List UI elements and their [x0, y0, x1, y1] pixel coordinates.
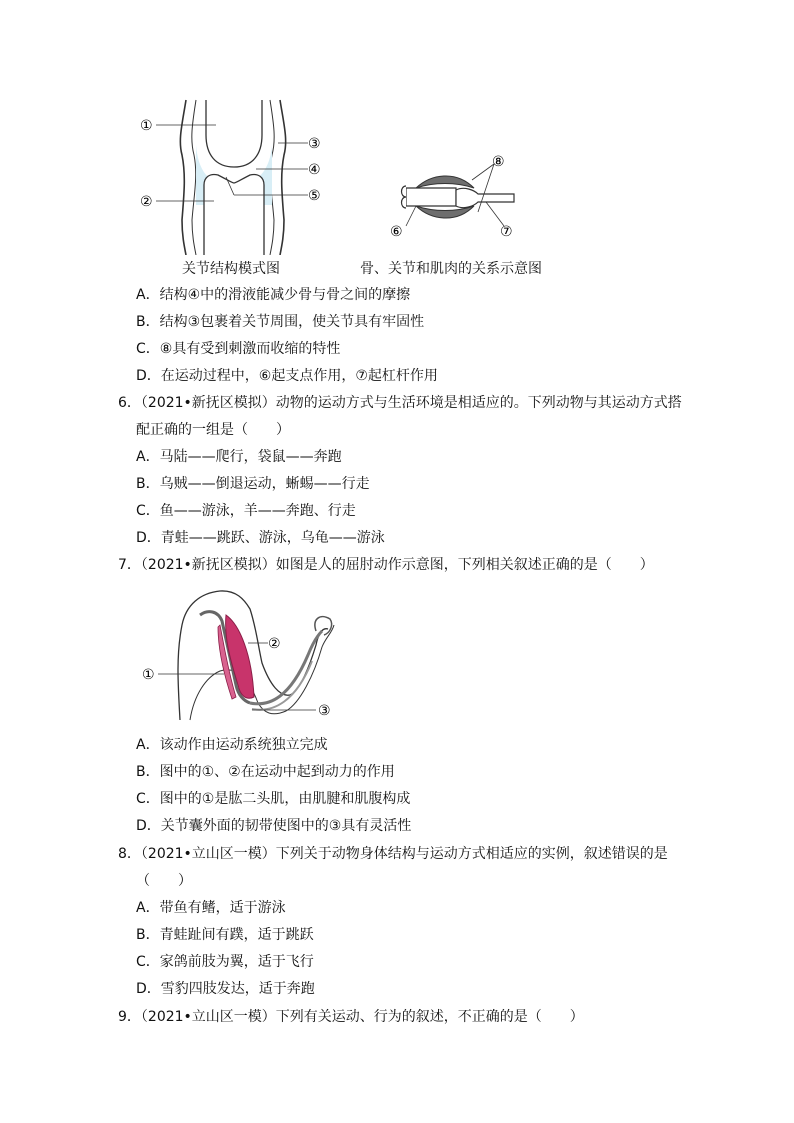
- q8-option-d[interactable]: D．雪豹四肢发达，适于奔跑: [136, 981, 315, 997]
- q6-stem-line2: 配正确的一组是（ ）: [136, 422, 290, 438]
- q7-option-c[interactable]: C．图中的①是肱二头肌，由肌腱和肌腹构成: [136, 791, 411, 807]
- q8-option-c[interactable]: C．家鸽前肢为翼，适于飞行: [136, 954, 314, 970]
- q8-option-b[interactable]: B．青蛙趾间有蹼，适于跳跃: [136, 927, 314, 943]
- fig2-caption: 骨、关节和肌肉的关系示意图: [360, 261, 542, 277]
- q7-stem: 7．（2021•新抚区模拟）如图是人的屈肘动作示意图，下列相关叙述正确的是（ ）: [118, 557, 654, 573]
- q6-option-b[interactable]: B．乌贼——倒退运动，蜥蜴——行走: [136, 476, 370, 492]
- q9-stem: 9．（2021•立山区一模）下列有关运动、行为的叙述，不正确的是（ ）: [118, 1009, 584, 1025]
- fig2-label-7: ⑦: [500, 224, 513, 240]
- q7-option-a[interactable]: A．该动作由运动系统独立完成: [136, 737, 328, 753]
- q8-stem-line2: （ ）: [136, 873, 192, 889]
- q6-option-d[interactable]: D．青蛙——跳跃、游泳，乌龟——游泳: [136, 530, 385, 546]
- q7-option-d[interactable]: D．关节囊外面的韧带使图中的③具有灵活性: [136, 818, 412, 834]
- fig2-label-6: ⑥: [390, 224, 403, 240]
- fig3-label-3: ③: [318, 703, 331, 719]
- joint-structure-figure: [138, 95, 338, 255]
- fig1-caption: 关节结构模式图: [182, 261, 280, 277]
- q6-stem-line1: 6．（2021•新抚区模拟）动物的运动方式与生活环境是相适应的。下列动物与其运动方式搭: [118, 395, 682, 411]
- fig1-label-1: ①: [140, 118, 153, 134]
- q5-option-d[interactable]: D．在运动过程中，⑥起支点作用，⑦起杠杆作用: [136, 368, 438, 384]
- q5-option-c[interactable]: C．⑧具有受到刺激而收缩的特性: [136, 341, 341, 357]
- q8-stem-line1: 8．（2021•立山区一模）下列关于动物身体结构与运动方式相适应的实例，叙述错误的是: [118, 846, 668, 862]
- fig1-label-3: ③: [308, 136, 321, 152]
- bone-joint-muscle-figure: [386, 150, 526, 245]
- fig3-label-2: ②: [268, 636, 281, 652]
- q7-option-b[interactable]: B．图中的①、②在运动中起到动力的作用: [136, 764, 395, 780]
- fig1-label-4: ④: [308, 162, 321, 178]
- fig2-label-8: ⑧: [492, 154, 505, 170]
- fig3-label-1: ①: [142, 667, 155, 683]
- fig1-label-5: ⑤: [308, 188, 321, 204]
- q5-option-b[interactable]: B．结构③包裹着关节周围，使关节具有牢固性: [136, 314, 425, 330]
- q5-option-a[interactable]: A．结构④中的滑液能减少骨与骨之间的摩擦: [136, 287, 411, 303]
- q6-option-c[interactable]: C．鱼——游泳，羊——奔跑、行走: [136, 503, 356, 519]
- elbow-flexion-figure: [140, 585, 340, 725]
- q6-option-a[interactable]: A．马陆——爬行，袋鼠——奔跑: [136, 449, 342, 465]
- q8-option-a[interactable]: A．带鱼有鳍，适于游泳: [136, 900, 286, 916]
- fig1-label-2: ②: [140, 194, 153, 210]
